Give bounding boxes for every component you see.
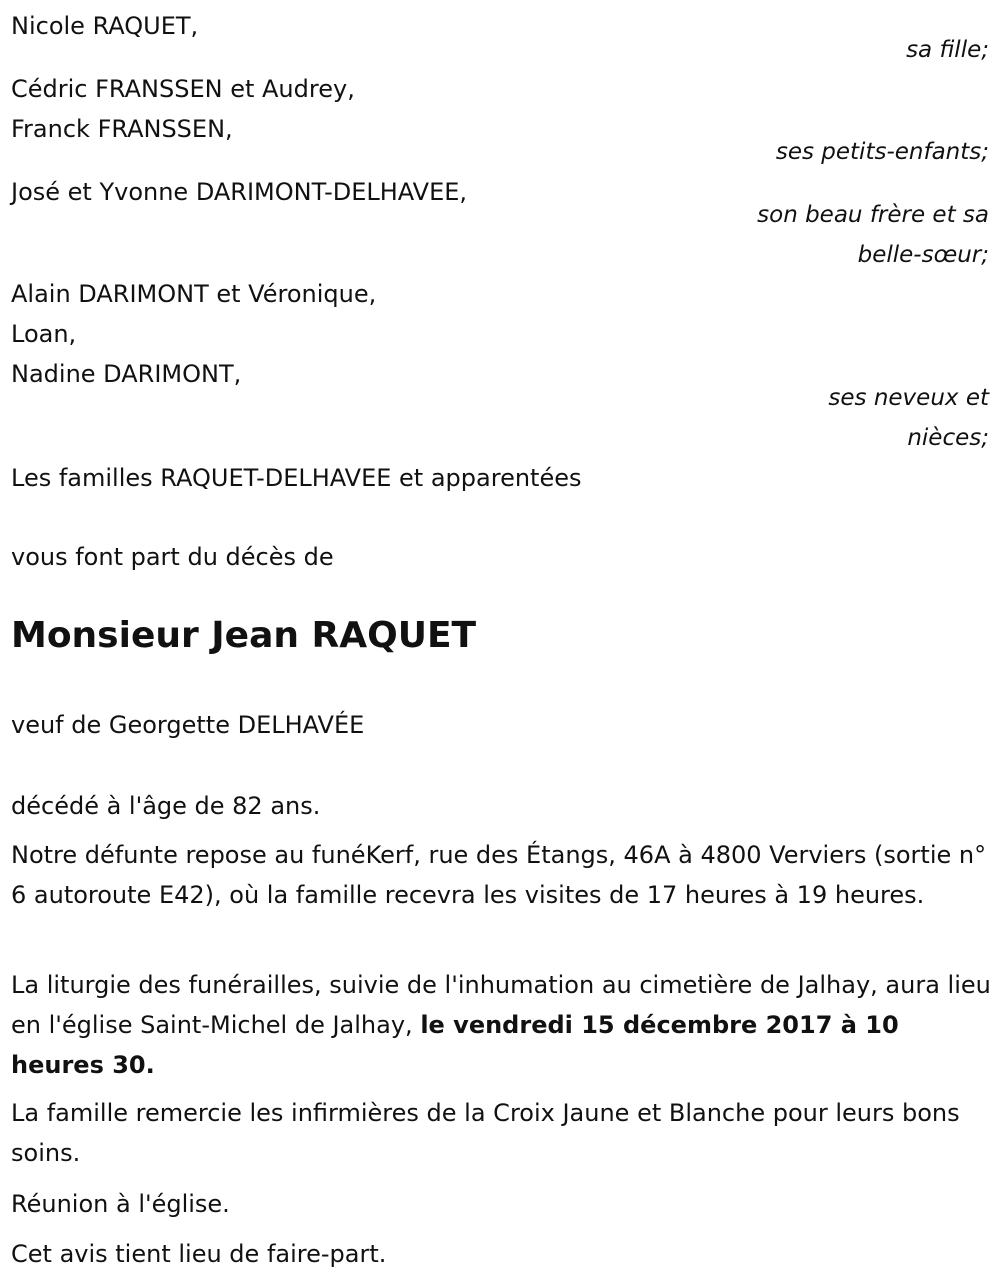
in-laws-relation: son beau frère et sa [757, 202, 989, 228]
daughter-relation: sa fille; [906, 37, 989, 63]
grandchild-name: Cédric FRANSSEN et Audrey, [11, 75, 355, 103]
nephew-name: Alain DARIMONT et Véronique, [11, 280, 377, 308]
nephew-name: Nadine DARIMONT, [11, 360, 242, 388]
announcement: vous font part du décès de [11, 543, 334, 571]
in-laws-name: José et Yvonne DARIMONT-DELHAVEE, [11, 178, 468, 206]
nephews-relation: nièces; [907, 425, 989, 451]
liturgy-paragraph [11, 965, 996, 1085]
liturgy-date: le vendredi 15 décembre 2017 à 10 heures 30. [11, 1011, 899, 1079]
grandchildren-relation: ses petits-enfants; [775, 139, 989, 165]
grandchild-name: Franck FRANSSEN, [11, 115, 233, 143]
nephews-relation: ses neveux et [828, 385, 989, 411]
in-laws-relation: belle-sœur; [857, 242, 989, 268]
nephew-name: Loan, [11, 320, 77, 348]
widower-line: veuf de Georgette DELHAVÉE [11, 711, 365, 739]
deceased-name: Monsieur Jean RAQUET [11, 615, 477, 656]
daughter-name: Nicole RAQUET, [11, 12, 199, 40]
families-line: Les familles RAQUET-DELHAVEE et apparentées [11, 464, 582, 492]
thanks-paragraph: La famille remercie les infirmières de la Croix Jaune et Blanche pour leurs bons soins. [11, 1099, 960, 1167]
age-line: décédé à l'âge de 82 ans. [11, 792, 321, 820]
liturgy-text: La liturgie des funérailles, suivie de l'inhumation au cimetière de Jalhay, aura lieu en l'église Saint-Michel de Jalhay, [11, 971, 991, 1039]
repose-paragraph: Notre défunte repose au funéKerf, rue des Étangs, 46A à 4800 Verviers (sortie n° 6 autoroute E42), où la famille recevra les visites de 17 heures à 19 heures. [11, 841, 987, 909]
meeting-line: Réunion à l'église. [11, 1190, 230, 1218]
closing-line: Cet avis tient lieu de faire-part. [11, 1240, 387, 1268]
